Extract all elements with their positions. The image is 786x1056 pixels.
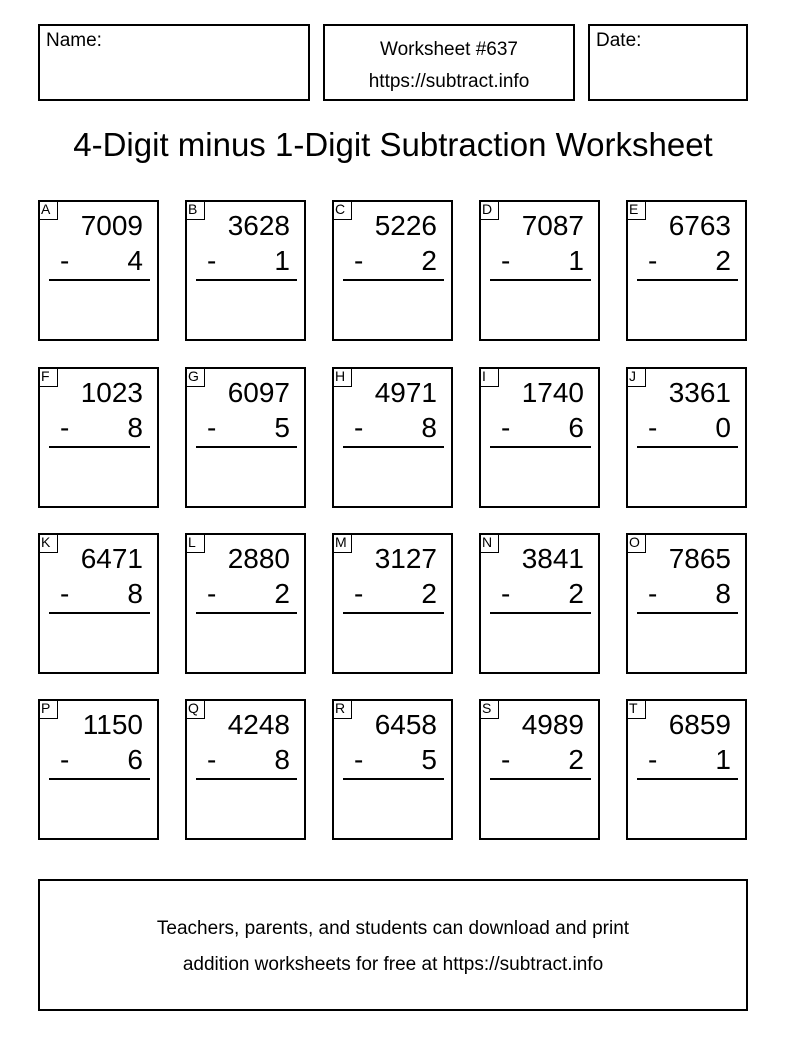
problem-letter: H [332,367,352,387]
answer-line [49,446,150,448]
problem-letter: O [626,533,646,553]
name-label: Name: [46,30,102,51]
problem-letter: P [38,699,58,719]
subtrahend: 6 [127,744,143,775]
minus-sign: - [501,245,511,276]
problem-letter: C [332,200,352,220]
minus-sign: - [648,245,658,276]
problem-i[interactable] [479,367,600,508]
answer-line [343,446,444,448]
minus-sign: - [648,744,658,775]
worksheet-info-box [323,24,575,101]
problem-f[interactable] [38,367,159,508]
answer-line [490,446,591,448]
date-box[interactable] [588,24,748,101]
subtrahend: 2 [421,245,437,276]
minus-sign: - [60,412,70,443]
answer-line [49,279,150,281]
answer-line [196,279,297,281]
answer-line [490,612,591,614]
problem-a[interactable] [38,200,159,341]
subtrahend: 8 [274,744,290,775]
subtrahend: 5 [274,412,290,443]
answer-line [343,612,444,614]
answer-line [490,778,591,780]
problem-s[interactable] [479,699,600,840]
problem-letter: A [38,200,58,220]
problem-letter: F [38,367,58,387]
subtrahend: 1 [568,245,584,276]
problem-k[interactable] [38,533,159,674]
minus-sign: - [354,412,364,443]
subtrahend: 8 [421,412,437,443]
answer-line [637,279,738,281]
subtrahend: 1 [715,744,731,775]
problem-letter: G [185,367,205,387]
problem-letter: S [479,699,499,719]
subtrahend: 8 [715,578,731,609]
minus-sign: - [354,578,364,609]
minuend: 4248 [227,709,290,740]
minus-sign: - [60,578,70,609]
subtrahend: 8 [127,578,143,609]
minuend: 4971 [374,377,437,408]
minus-sign: - [501,412,511,443]
problem-letter: D [479,200,499,220]
answer-line [196,446,297,448]
subtrahend: 1 [274,245,290,276]
subtrahend: 5 [421,744,437,775]
minuend: 6763 [668,210,731,241]
minus-sign: - [207,744,217,775]
problem-m[interactable] [332,533,453,674]
problem-letter: K [38,533,58,553]
minuend: 7865 [668,543,731,574]
subtrahend: 2 [274,578,290,609]
minuend: 3127 [374,543,437,574]
minuend: 7087 [521,210,584,241]
problem-p[interactable] [38,699,159,840]
minuend: 4989 [521,709,584,740]
problem-n[interactable] [479,533,600,674]
answer-line [49,778,150,780]
minus-sign: - [501,744,511,775]
problem-j[interactable] [626,367,747,508]
problem-c[interactable] [332,200,453,341]
minuend: 1023 [80,377,143,408]
minuend: 1150 [82,709,143,740]
minus-sign: - [207,578,217,609]
problem-letter: B [185,200,205,220]
minuend: 3361 [668,377,731,408]
worksheet-url: https://subtract.info [368,71,530,92]
answer-line [637,612,738,614]
minuend: 6859 [668,709,731,740]
minuend: 5226 [374,210,437,241]
answer-line [343,279,444,281]
answer-line [196,778,297,780]
subtrahend: 6 [568,412,584,443]
answer-line [343,778,444,780]
date-label: Date: [596,30,642,51]
problem-r[interactable] [332,699,453,840]
minuend: 2880 [227,543,290,574]
minuend: 6471 [80,543,143,574]
problem-q[interactable] [185,699,306,840]
minus-sign: - [354,245,364,276]
subtrahend: 2 [568,578,584,609]
answer-line [637,778,738,780]
problem-b[interactable] [185,200,306,341]
problem-o[interactable] [626,533,747,674]
worksheet-number: Worksheet #637 [379,39,518,60]
problem-d[interactable] [479,200,600,341]
minuend: 7009 [80,210,143,241]
minuend: 1740 [521,377,584,408]
subtrahend: 2 [715,245,731,276]
minuend: 3628 [227,210,290,241]
problem-e[interactable] [626,200,747,341]
minuend: 6458 [374,709,437,740]
problem-t[interactable] [626,699,747,840]
minus-sign: - [60,245,70,276]
answer-line [196,612,297,614]
problem-letter: R [332,699,352,719]
footer-line-1: Teachers, parents, and students can download and print [156,918,630,939]
problem-letter: J [626,367,646,387]
problem-letter: Q [185,699,205,719]
minus-sign: - [648,578,658,609]
minus-sign: - [60,744,70,775]
problem-h[interactable] [332,367,453,508]
answer-line [490,279,591,281]
subtrahend: 8 [127,412,143,443]
subtrahend: 0 [715,412,731,443]
problem-letter: T [626,699,646,719]
problem-letter: E [626,200,646,220]
subtrahend: 2 [568,744,584,775]
page-title: 4-Digit minus 1-Digit Subtraction Worksheet [73,126,713,163]
subtrahend: 2 [421,578,437,609]
problem-l[interactable] [185,533,306,674]
problem-letter: L [185,533,205,553]
minus-sign: - [648,412,658,443]
problem-letter: I [479,367,499,387]
problem-g[interactable] [185,367,306,508]
minus-sign: - [207,412,217,443]
footer-box [38,879,748,1011]
minus-sign: - [207,245,217,276]
minuend: 3841 [521,543,584,574]
minus-sign: - [354,744,364,775]
problem-letter: N [479,533,499,553]
footer-line-2: addition worksheets for free at https://subtract.info [182,954,604,975]
minus-sign: - [501,578,511,609]
name-box[interactable] [38,24,310,101]
minuend: 6097 [227,377,290,408]
answer-line [49,612,150,614]
answer-line [637,446,738,448]
problem-letter: M [332,533,352,553]
subtrahend: 4 [127,245,143,276]
